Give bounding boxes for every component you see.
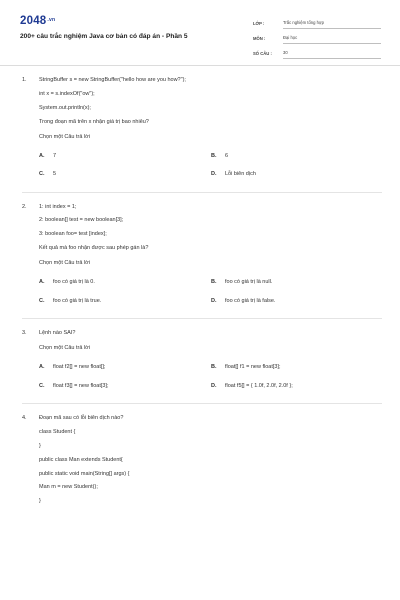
option-text: foo có giá trị là true. bbox=[53, 297, 102, 304]
option-letter: D. bbox=[211, 297, 217, 304]
meta-key: MÔN : bbox=[253, 36, 266, 41]
question-line: Man m = new Student(); bbox=[39, 484, 98, 491]
question-line: Trong đoạn mã trên x nhận giá trị bao nhiêu? bbox=[39, 118, 149, 125]
question-1 bbox=[22, 78, 382, 193]
option-text: 6 bbox=[225, 152, 229, 159]
logo-main-text: 2048 bbox=[20, 15, 47, 27]
question-text: Đoạn mã sau có lỗi biên dịch nào? bbox=[39, 415, 124, 422]
meta-row-subject bbox=[253, 29, 381, 44]
meta-value: 30 bbox=[283, 50, 381, 59]
question-line: int x = s.indexOf("ow"); bbox=[39, 90, 95, 97]
option-letter: C. bbox=[39, 171, 45, 178]
option-text: float f5[] = { 1.0f, 2.0f, 2.0f }; bbox=[225, 382, 293, 389]
question-list bbox=[22, 78, 382, 517]
option-text: foo có giá trị là false. bbox=[225, 297, 276, 304]
question-divider bbox=[22, 318, 382, 319]
answer-prompt: Chọn một Câu trả lời bbox=[39, 345, 90, 352]
site-logo[interactable] bbox=[20, 15, 55, 27]
question-line: 3: boolean foo= test [index]; bbox=[39, 231, 107, 238]
option-letter: D. bbox=[211, 382, 217, 389]
question-line bbox=[22, 416, 382, 422]
option-text: 7 bbox=[53, 152, 57, 159]
answer-prompt: Chọn một Câu trả lời bbox=[39, 133, 90, 140]
question-divider bbox=[22, 192, 382, 193]
option-text: Lỗi biên dịch bbox=[225, 171, 256, 178]
question-number: 2. bbox=[22, 203, 27, 210]
answer-options bbox=[22, 154, 382, 178]
answer-option-a[interactable] bbox=[39, 154, 211, 160]
meta-key: SỐ CÂU : bbox=[253, 51, 272, 56]
question-line: class Student { bbox=[39, 428, 76, 435]
question-divider bbox=[22, 403, 382, 404]
question-line: public class Man extends Student{ bbox=[39, 456, 123, 463]
option-text: foo có giá trị là 0. bbox=[53, 279, 95, 286]
meta-row-class bbox=[253, 14, 381, 29]
meta-key: LỚP : bbox=[253, 21, 265, 26]
answer-option-c[interactable] bbox=[39, 172, 211, 178]
question-line bbox=[22, 205, 382, 211]
option-letter: A. bbox=[39, 364, 45, 371]
meta-value: Trắc nghiệm tổng hợp bbox=[283, 20, 381, 29]
answer-option-d[interactable] bbox=[211, 299, 383, 305]
option-letter: A. bbox=[39, 279, 45, 286]
answer-options bbox=[22, 365, 382, 389]
question-number: 1. bbox=[22, 77, 27, 83]
answer-option-d[interactable] bbox=[211, 172, 383, 178]
page-header bbox=[0, 0, 400, 62]
option-letter: A. bbox=[39, 152, 45, 159]
meta-row-count bbox=[253, 44, 381, 59]
option-letter: B. bbox=[211, 364, 217, 371]
document-meta bbox=[253, 14, 381, 59]
answer-option-b[interactable] bbox=[211, 154, 383, 160]
logo-suffix-text: .vn bbox=[47, 17, 56, 23]
question-number: 4. bbox=[22, 415, 27, 422]
question-text: Lệnh nào SAI? bbox=[39, 330, 76, 337]
answer-option-d[interactable] bbox=[211, 384, 383, 390]
option-letter: D. bbox=[211, 171, 217, 178]
option-letter: B. bbox=[211, 279, 217, 286]
question-line: Kết quả mà foo nhận được sau phép gán là? bbox=[39, 245, 149, 252]
question-4 bbox=[22, 416, 382, 505]
answer-option-c[interactable] bbox=[39, 384, 211, 390]
question-line bbox=[22, 78, 382, 84]
question-line bbox=[22, 331, 382, 337]
answer-option-a[interactable] bbox=[39, 280, 211, 286]
option-letter: C. bbox=[39, 382, 45, 389]
answer-option-b[interactable] bbox=[211, 280, 383, 286]
option-letter: B. bbox=[211, 152, 217, 159]
document-title: 200+ câu trắc nghiệm Java cơ bản có đáp án - Phần 5 bbox=[20, 33, 188, 40]
answer-option-b[interactable] bbox=[211, 365, 383, 371]
answer-options bbox=[22, 280, 382, 304]
question-2 bbox=[22, 205, 382, 320]
meta-value: Đại học bbox=[283, 35, 381, 44]
answer-prompt: Chọn một Câu trả lời bbox=[39, 260, 90, 267]
header-divider bbox=[0, 65, 400, 66]
option-text: float f2[] = new float[]; bbox=[53, 364, 106, 371]
option-text: 5 bbox=[53, 171, 57, 178]
question-number: 3. bbox=[22, 330, 27, 337]
question-text: StringBuffer s = new StringBuffer("hello how are you how?"); bbox=[39, 77, 186, 83]
answer-option-c[interactable] bbox=[39, 299, 211, 305]
question-line: 2: boolean[] test = new boolean[3]; bbox=[39, 217, 124, 224]
question-text: 1: int index = 1; bbox=[39, 203, 77, 210]
answer-option-a[interactable] bbox=[39, 365, 211, 371]
question-line: public static void main(String[] args) { bbox=[39, 470, 130, 477]
option-letter: C. bbox=[39, 297, 45, 304]
question-line: } bbox=[39, 442, 41, 449]
question-3 bbox=[22, 331, 382, 404]
option-text: foo có giá trị là null. bbox=[225, 279, 273, 286]
option-text: float[] f1 = new float[3]; bbox=[225, 364, 281, 371]
option-text: float f3[] = new float[3]; bbox=[53, 382, 109, 389]
question-line: } bbox=[39, 498, 41, 505]
question-line: System.out.println(x); bbox=[39, 104, 91, 111]
